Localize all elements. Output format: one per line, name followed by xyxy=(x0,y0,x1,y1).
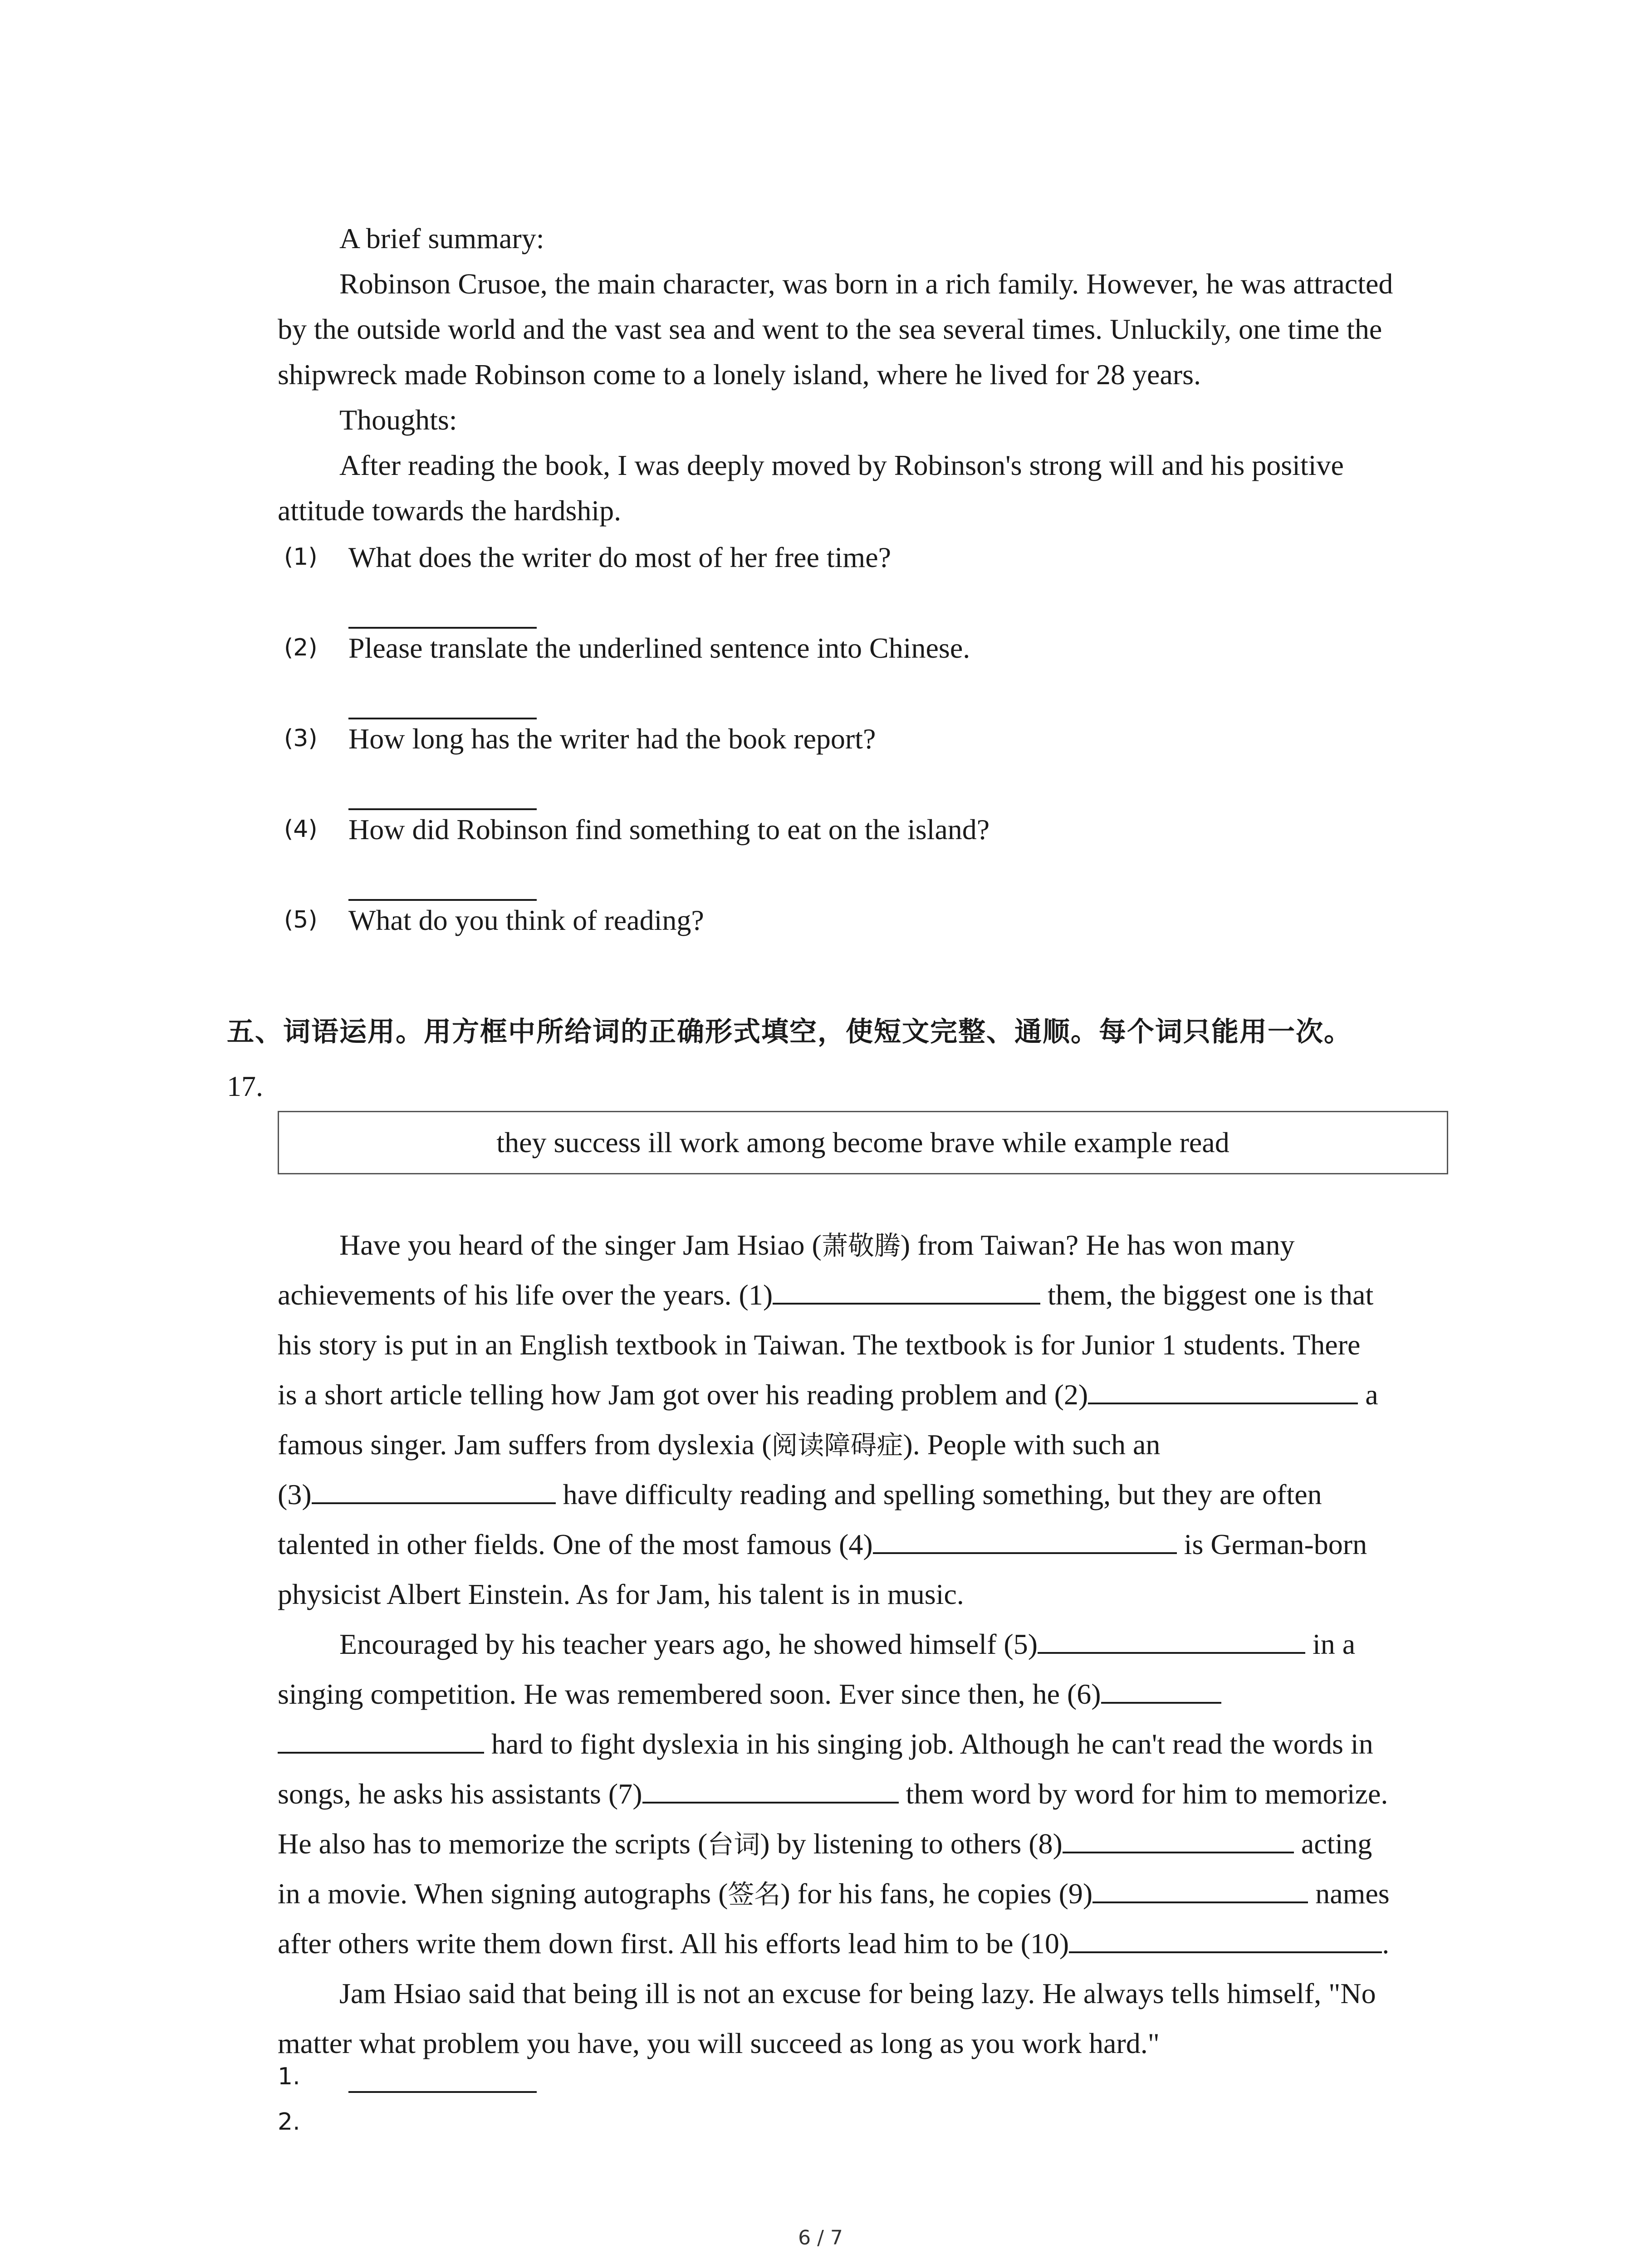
question-text: What do you think of reading? xyxy=(348,904,704,936)
question-text: Please translate the underlined sentence into Chinese. xyxy=(348,632,970,664)
summary-line-3: shipwreck made Robinson come to a lonely island, where he lived for 28 years. xyxy=(278,358,1201,391)
question-text: What does the writer do most of her free time? xyxy=(348,541,891,573)
blank-9[interactable] xyxy=(1092,1876,1308,1903)
blank-2[interactable] xyxy=(1088,1377,1358,1404)
thoughts-line-2: attitude towards the hardship. xyxy=(278,494,622,527)
blank-3[interactable] xyxy=(312,1477,556,1504)
passage-line: is a short article telling how Jam got over his reading problem and (2) a xyxy=(278,1370,1378,1420)
passage-line: after others write them down first. All his efforts lead him to be (10) . xyxy=(278,1919,1389,1969)
blank-8[interactable] xyxy=(1063,1826,1294,1853)
blank-1[interactable] xyxy=(773,1277,1040,1305)
word-list: they success ill work among become brave while example read xyxy=(496,1126,1230,1158)
section-heading: 五、词语运用。用方框中所给词的正确形式填空，使短文完整、通顺。每个词只能用一次。 xyxy=(227,1016,1352,1048)
thoughts-label: Thoughts: xyxy=(339,404,457,436)
summary-line-2: by the outside world and the vast sea and went to the sea several times. Unluckily, one time the xyxy=(278,313,1382,345)
question-number: (2) xyxy=(284,634,318,661)
summary-label: A brief summary: xyxy=(339,222,544,254)
question-number: (1) xyxy=(284,543,318,571)
question-number: (3) xyxy=(284,725,318,752)
passage-line: Have you heard of the singer Jam Hsiao (萧敬腾) from Taiwan? He has won many xyxy=(339,1229,1295,1261)
answer-line[interactable] xyxy=(348,2091,537,2093)
passage-line: famous singer. Jam suffers from dyslexia (阅读障碍症). People with such an xyxy=(278,1428,1161,1461)
summary-line-1: Robinson Crusoe, the main character, was born in a rich family. However, he was attracted xyxy=(339,268,1393,300)
question-text: How did Robinson find something to eat on the island? xyxy=(348,813,990,846)
passage-line: talented in other fields. One of the most famous (4) is German-born xyxy=(278,1520,1367,1569)
page-number: 6 / 7 xyxy=(798,2226,843,2249)
question-number: (4) xyxy=(284,816,318,843)
blank-10[interactable] xyxy=(1069,1926,1382,1953)
passage-line: matter what problem you have, you will succeed as long as you work hard." xyxy=(278,2027,1160,2059)
passage-line: in a movie. When signing autographs (签名) for his fans, he copies (9) names xyxy=(278,1869,1390,1919)
passage-line: singing competition. He was remembered soon. Ever since then, he (6) xyxy=(278,1669,1221,1719)
blank-6a[interactable] xyxy=(1101,1677,1221,1704)
answer-number: 1. xyxy=(278,2063,300,2090)
passage-line: achievements of his life over the years. (1) them, the biggest one is that xyxy=(278,1270,1373,1320)
passage-line: Jam Hsiao said that being ill is not an excuse for being lazy. He always tells himself, "No xyxy=(339,1977,1376,2009)
word-box xyxy=(278,1111,1448,1174)
blank-7[interactable] xyxy=(642,1776,899,1804)
passage-line: songs, he asks his assistants (7) them word by word for him to memorize. xyxy=(278,1769,1388,1819)
thoughts-line-1: After reading the book, I was deeply moved by Robinson's strong will and his positive xyxy=(339,449,1344,481)
passage-line: his story is put in an English textbook in Taiwan. The textbook is for Junior 1 students. There xyxy=(278,1329,1361,1361)
question-number: (5) xyxy=(284,906,318,934)
passage-line: physicist Albert Einstein. As for Jam, his talent is in music. xyxy=(278,1578,964,1610)
blank-6b[interactable] xyxy=(278,1726,484,1754)
blank-5[interactable] xyxy=(1038,1627,1305,1654)
answer-number: 2. xyxy=(278,2108,300,2136)
passage-line: He also has to memorize the scripts (台词) by listening to others (8) acting xyxy=(278,1819,1372,1869)
passage-line: Encouraged by his teacher years ago, he showed himself (5) in a xyxy=(339,1619,1355,1669)
blank-4[interactable] xyxy=(873,1527,1177,1554)
passage-line: (3) have difficulty reading and spelling something, but they are often xyxy=(278,1470,1322,1520)
passage-line: hard to fight dyslexia in his singing job. Although he can't read the words in xyxy=(278,1719,1373,1769)
item-number: 17. xyxy=(227,1070,263,1102)
question-text: How long has the writer had the book report? xyxy=(348,723,876,755)
